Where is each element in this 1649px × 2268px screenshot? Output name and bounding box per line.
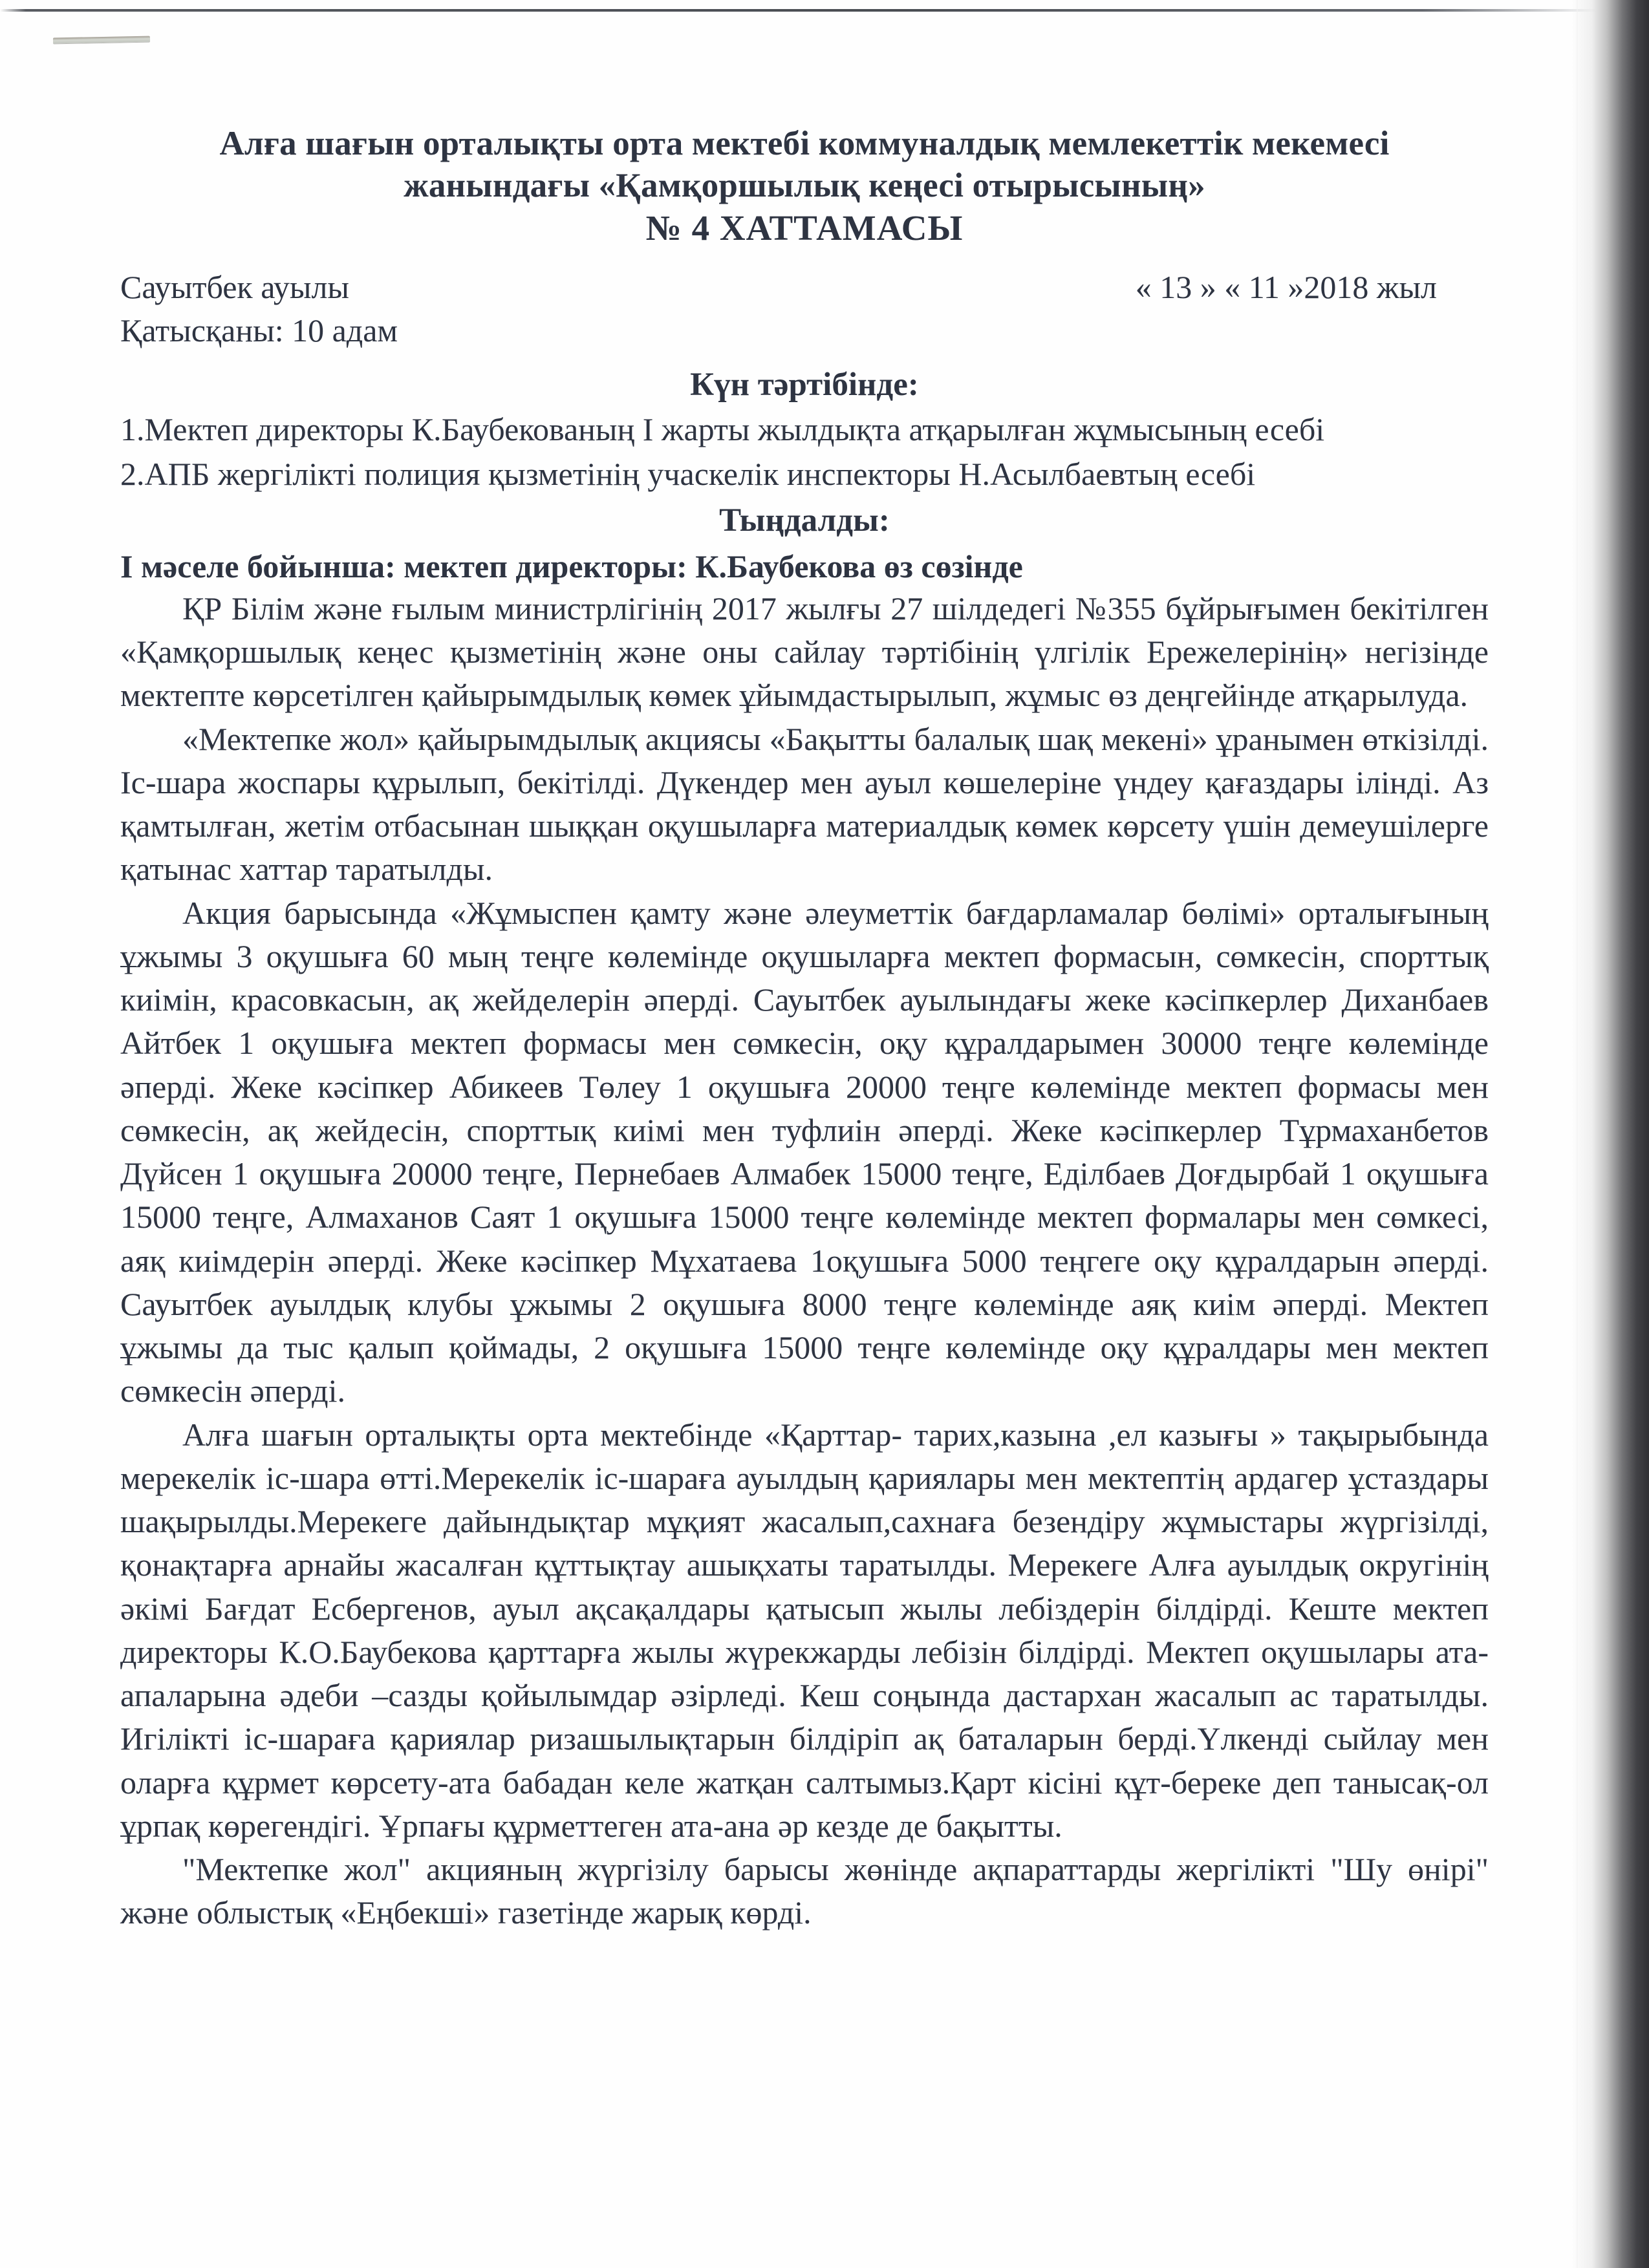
- agenda-item-1: 1.Мектеп директоры К.Баубекованың I жарты жылдықта атқарылған жұмысының есебі: [120, 411, 1325, 448]
- attendance-label: Қатысқаны: 10 адам: [120, 312, 398, 349]
- title-line-2: жанындағы «Қамқоршылық кеңесі отырысының»: [404, 166, 1205, 204]
- agenda-heading: Күн тәртібінде:: [690, 367, 919, 403]
- place-and-date-row: [120, 266, 1489, 308]
- scan-right-hairline-artifact: [1577, 0, 1578, 2268]
- body-paragraph-3: Акция барысында «Жұмыспен қамту және әлеуметтік бағдарламалар бөлімі» орталығының ұжымы 3 оқушыға 60 мың теңге көлемінде оқушыларға мектеп формасын, сөмкесін, спорттық киімін, красовкасын, ақ жейделерін әперді. Сауытбек ауылындағы жеке кәсіпкерлер Диханбаев Айтбек 1 оқушыға мектеп формасы мен сөмкесін, оқу құралдарымен 30000 теңге көлемінде әперді. Жеке кәсіпкер Абикеев Төлеу 1 оқушыға 20000 теңге көлемінде мектеп формасы мен сөмкесін, ақ жейдесін, спорттық киімі мен туфлиін әперді. Жеке кәсіпкерлер Тұрмаханбетов Дүйсен 1 оқушыға 20000 теңге, Пернебаев Алмабек 15000 теңге, Еділбаев Доғдырбай 1 оқушыға 15000 теңге, Алмаханов Саят 1 оқушыға 15000 теңге көлемінде мектеп формалары мен сөмкесі, аяқ киімдерін әперді. Жеке кәсіпкер Мұхатаева 1оқушыға 5000 теңгеге оқу құралдарын әперді. Сауытбек ауылдық клубы ұжымы 2 оқушыға 8000 теңге көлемінде аяқ киім әперді. Мектеп ұжымы да тыс қалып қоймады, 2 оқушыға 15000 теңге көлемінде оқу құралдары мен мектеп сөмкесін әперді.: [120, 894, 1489, 1409]
- agenda-item-2: 2.АПБ жергілікті полиция қызметінің учаскелік инспекторы Н.Асылбаевтың есебі: [120, 456, 1256, 493]
- document-body: [120, 123, 1489, 1935]
- listened-heading: Тыңдалды:: [719, 502, 890, 539]
- body-paragraph-4: Алға шағын орталықты орта мектебінде «Қарттар- тарих,казына ,ел казығы » тақырыбында мерекелік іс-шара өтті.Мерекелік іс-шараға ауылдың қариялары мен мектептің ардагер ұстаздары шақырылды.Мерекеге дайындықтар мұқият жасалып,сахнаға безендіру жұмыстары жүргізілді, қонақтарға арнайы жасалған құттықтау ашықхаты таратылды. Мерекеге Алға ауылдық округінің әкімі Бағдат Есбергенов, ауыл ақсақалдары қатысып жылы лебіздерін білдірді. Кеште мектеп директоры К.О.Баубекова қарттарға жылы жүрекжарды лебізін білдірді. Мектеп оқушылары ата-апаларына әдеби –сазды қойылымдар әзірледі. Кеш соңында дастархан жасалып ас таратылды. Игілікті іс-шараға қариялар ризашылықтарын білдіріп ақ баталарын берді.Үлкенді сыйлау мен оларға құрмет көрсету-ата бабадан келе жатқан салтымыз.Қарт кісіні құт-береке деп танысақ-ол ұрпақ көрегендігі. Ұрпағы құрметтеген ата-ана әр кезде де бақытты.: [120, 1416, 1489, 1844]
- body-paragraph-2: «Мектепке жол» қайырымдылық акциясы «Бақытты балалық шақ мекені» ұранымен өткізілді. Іс-шара жоспары құрылып, бекітілді. Дүкендер мен ауыл көшелеріне үндеу қағаздары ілінді. Аз қамтылған, жетім отбасынан шыққан оқушыларға материалдық көмек көрсету үшін демеушілерге қатынас хаттар таратылды.: [120, 720, 1489, 888]
- scan-right-shadow-artifact: [1571, 0, 1649, 2268]
- staple-mark-artifact: [53, 36, 150, 44]
- document-title: [120, 123, 1489, 250]
- protocol-number-line: № 4 ХАТТАМАСЫ: [645, 208, 964, 248]
- title-line-1: Алға шағын орталықты орта мектебі коммуналдық мемлекеттік мекемесі: [219, 125, 1390, 162]
- body-paragraph-5: "Мектепке жол" акцияның жүргізілу барысы жөнінде ақпараттарды жергілікті "Шу өнірі" және облыстық «Еңбекші» газетінде жарық көрді.: [120, 1851, 1489, 1931]
- body-paragraph-1: ҚР Білім және ғылым министрлігінің 2017 жылғы 27 шілдедегі №355 бұйрығымен бекітілген «Қамқоршылық кеңес қызметінің және оны сайлау тәртібінің үлгілік Ережелерінің» негізінде мектепте көрсетілген қайырымдылық көмек ұйымдастырылып, жұмыс өз деңгейінде атқарылуда.: [120, 590, 1489, 714]
- date-label: « 13 » « 11 »2018 жыл: [1135, 269, 1437, 306]
- question-one-heading: I мәселе бойынша: мектеп директоры: К.Баубекова өз сөзінде: [120, 548, 1023, 584]
- place-label: Сауытбек ауылы: [120, 269, 350, 306]
- scan-top-edge-artifact: [0, 9, 1649, 12]
